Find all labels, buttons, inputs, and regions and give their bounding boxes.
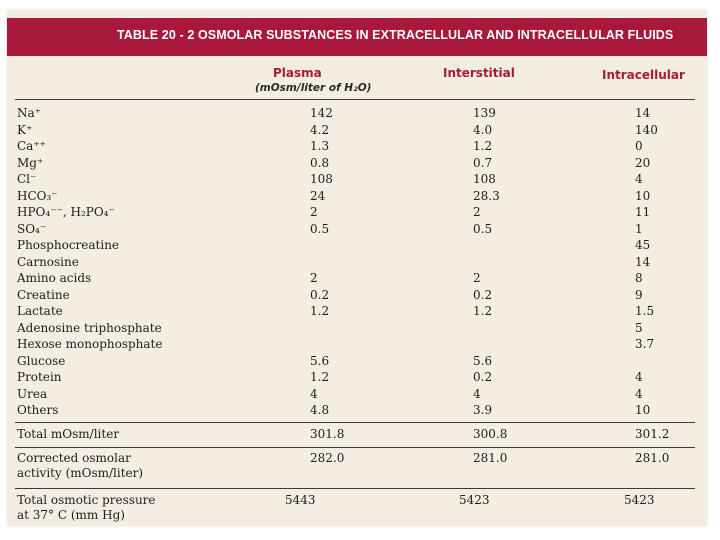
cell-intracellular: 4 [635,172,643,186]
cell-plasma: 1.3 [310,139,330,153]
cell-plasma: 142 [310,106,333,120]
row-label: Lactate [17,304,63,318]
row-label: Na⁺ [17,106,41,120]
cell-interstitial: 3.9 [473,403,493,417]
column-header-plasma: Plasma [273,66,322,80]
table-row [7,172,707,188]
title-bar [7,18,707,56]
table-title: TABLE 20 - 2 OSMOLAR SUBSTANCES IN EXTRACELLULAR AND INTRACELLULAR FLUIDS [117,28,674,42]
column-header-intracellular: Intracellular [602,68,685,82]
table-row [7,403,707,419]
column-header-interstitial: Interstitial [443,66,515,80]
table-row [7,288,707,304]
table-row [7,123,707,139]
corrected-label-line1: Corrected osmolar [17,451,131,465]
table-row [7,354,707,370]
table-row [7,321,707,337]
table-row [7,337,707,353]
total-interstitial: 300.8 [473,427,508,441]
cell-intracellular: 45 [635,238,651,252]
table-row [7,156,707,172]
row-label: K⁺ [17,122,33,137]
cell-plasma: 0.2 [310,287,330,302]
cell-intracellular: 10 [635,188,651,203]
divider-pressure [15,488,695,489]
row-label: SO₄⁻ [17,221,47,236]
cell-plasma: 108 [310,172,333,186]
cell-intracellular: 0 [635,139,643,153]
row-label: Hexose monophosphate [17,337,163,351]
row-label: HPO₄⁻⁻, H₂PO₄⁻ [17,205,115,219]
table-row [7,255,707,271]
corrected-label-line2: activity (mOsm/liter) [17,466,144,480]
cell-plasma: 0.5 [310,221,330,236]
cell-intracellular: 8 [635,271,643,285]
table-row [7,139,707,155]
cell-intracellular: 3.7 [635,337,655,351]
cell-interstitial: 0.5 [473,221,493,236]
row-label: HCO₃⁻ [17,188,58,203]
total-label: Total mOsm/liter [17,427,120,441]
cell-interstitial: 108 [473,172,496,186]
divider-corrected [15,447,695,448]
cell-interstitial: 1.2 [473,139,493,153]
cell-interstitial: 0.2 [473,370,493,384]
row-label: Mg⁺ [17,155,44,170]
cell-intracellular: 14 [635,254,651,269]
cell-interstitial: 1.2 [473,304,493,318]
cell-interstitial: 2 [473,205,481,219]
corrected-interstitial: 281.0 [473,451,508,465]
cell-intracellular: 10 [635,403,651,417]
cell-intracellular: 20 [635,155,651,170]
row-label: Cl⁻ [17,172,37,186]
table-row [7,271,707,287]
cell-plasma: 24 [310,188,326,203]
table-row [7,387,707,403]
cell-intracellular: 4 [635,370,643,384]
row-label: Protein [17,370,62,384]
table-row [7,106,707,122]
column-unit-plasma: (mOsm/liter of H₂O) [255,82,372,94]
cell-plasma: 4.2 [310,122,330,137]
table-row [7,238,707,254]
table-row [7,189,707,205]
cell-intracellular: 140 [635,122,658,137]
cell-intracellular: 1 [635,221,643,236]
corrected-intracellular: 281.0 [635,451,670,465]
cell-plasma: 4.8 [310,403,330,417]
pressure-row [7,493,707,525]
pressure-label-line2: at 37° C (mm Hg) [17,508,125,522]
total-plasma: 301.8 [310,427,345,441]
cell-interstitial: 139 [473,106,496,120]
table-row [7,222,707,238]
cell-interstitial: 2 [473,271,481,285]
cell-plasma: 5.6 [310,353,330,368]
total-intracellular: 301.2 [635,427,670,441]
pressure-label-line1: Total osmotic pressure [17,493,156,507]
row-label: Carnosine [17,254,79,269]
cell-plasma: 2 [310,205,318,219]
corrected-plasma: 282.0 [310,451,345,465]
cell-interstitial: 28.3 [473,188,500,203]
row-label: Urea [17,386,48,401]
cell-intracellular: 14 [635,106,651,120]
table-card [7,10,707,526]
cell-interstitial: 0.2 [473,287,493,302]
divider-top [15,99,695,100]
cell-intracellular: 11 [635,205,651,219]
corrected-label [17,451,143,481]
row-label: Amino acids [17,271,92,285]
cell-plasma: 1.2 [310,370,330,384]
pressure-label [17,493,156,523]
table-row [7,370,707,386]
cell-intracellular: 1.5 [635,304,655,318]
cell-plasma: 2 [310,271,318,285]
corrected-row [7,451,707,483]
pressure-plasma: 5443 [285,493,316,507]
pressure-interstitial: 5423 [459,493,490,507]
row-label: Creatine [17,287,70,302]
row-label: Adenosine triphosphate [17,320,162,335]
cell-intracellular: 4 [635,386,643,401]
cell-plasma: 4 [310,386,318,401]
total-row [7,427,707,443]
cell-interstitial: 4.0 [473,122,493,137]
table-row [7,304,707,320]
pressure-intracellular: 5423 [624,493,655,507]
row-label: Phosphocreatine [17,238,120,252]
cell-plasma: 1.2 [310,304,330,318]
cell-intracellular: 9 [635,287,643,302]
cell-plasma: 0.8 [310,155,330,170]
cell-interstitial: 5.6 [473,353,493,368]
cell-interstitial: 4 [473,386,481,401]
row-label: Glucose [17,353,66,368]
cell-intracellular: 5 [635,320,643,335]
row-label: Ca⁺⁺ [17,139,47,153]
divider-total [15,422,695,423]
row-label: Others [17,403,59,417]
cell-interstitial: 0.7 [473,155,493,170]
table-row [7,205,707,221]
